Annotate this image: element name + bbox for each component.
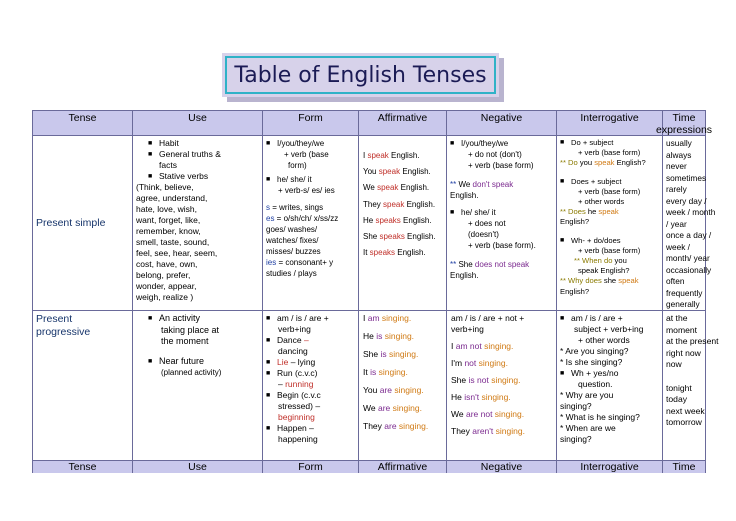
negative-example [451,341,552,358]
affirmative-example [363,367,446,385]
affirmative-example [363,331,446,349]
auxiliary: are [377,403,391,413]
form-key: beginning [278,412,315,422]
subject: I [451,341,456,351]
verb: speak [367,151,389,160]
note-marker: ** [574,256,580,266]
tenses-table [32,110,719,473]
affirmative-example [363,215,446,231]
table-footer-row [33,460,705,473]
interrogative-example: * When are we [560,423,616,433]
title-frame [225,56,496,94]
negative-example-cont: English. [450,271,479,280]
verb: singing. [392,385,424,395]
form-cell [263,311,359,460]
header-tense: Tense [33,111,133,135]
time-expression: now [666,359,682,370]
stative-line: feel, see, hear, seem, [136,248,218,258]
verb: singing. [492,409,525,419]
interrogative-example-cont: English? [560,286,590,296]
subject: We [451,409,466,419]
form-line: studies / plays [266,269,317,278]
negative-line: verb+ing [451,324,484,334]
time-expression: generally [666,299,700,309]
subject: She [363,349,381,359]
negative-line: am / is / are + not + [451,313,525,323]
affirmative-example [363,421,446,439]
table-row-present-progressive [33,311,719,461]
interrogative-example [560,276,659,286]
note-marker: ** [450,260,457,269]
time-expression: frequently [666,287,703,298]
form-line: – lying [288,357,316,367]
interrogative-line: subject + verb+ing [574,324,644,334]
form-line: I/you/they/we [277,139,325,148]
negative-line: I/you/they/we [461,139,509,148]
negative-example [451,358,552,375]
interrogative-example: * What is he singing? [560,412,640,422]
form-line: he/ she/ it [277,175,312,184]
interrogative-example-cont: speak English? [578,266,630,276]
affirmative-example [363,247,446,263]
auxiliary: is [376,331,383,341]
tense-name: progressive [36,326,91,338]
verb: singing. [476,358,508,368]
stative-line: agree, understand, [136,193,208,203]
form-marker: – [301,335,309,345]
subject: You [363,167,379,177]
use-item: General truths & [159,149,221,159]
bullet-icon: ■ [266,140,271,147]
verb: singing. [376,367,408,377]
time-expression: next week [666,405,705,416]
subject: you [579,158,595,168]
stative-line: (Think, believe, [136,182,194,192]
form-key: Lie [277,357,289,367]
subject: He [363,215,376,225]
time-expression: once a day / [666,230,712,240]
negative-line: + verb (base form). [468,241,536,250]
time-expressions-cell [663,311,719,460]
interrogative-example-cont: singing? [560,434,592,444]
verb: speak [383,199,405,209]
time-expression: tomorrow [666,417,702,428]
auxiliary: are not [465,409,493,419]
subject: She [456,260,475,269]
header-interrogative: Interrogative [557,111,663,135]
subject: she [603,276,617,286]
auxiliary: am not [455,341,482,351]
subject: I'm [451,358,465,368]
footer-interrogative: Interrogative [557,461,663,473]
time-expression: at the present [666,336,719,347]
tense-cell [33,136,133,310]
subject: you [614,256,627,266]
bullet-icon: ■ [148,173,153,180]
stative-line: wonder, appear, [136,281,197,291]
stative-line: belong, prefer, [136,270,191,280]
stative-line: want, forget, like, [136,215,201,225]
tense-name: Present simple [36,216,106,229]
affirmative-example [363,385,446,403]
header-use: Use [133,111,263,135]
interrogative-example: * Are you singing? [560,346,629,356]
use-item: An activity [159,313,201,323]
time-expression: today [666,394,688,405]
affirmative-example [363,313,446,331]
interrogative-example [560,207,659,217]
footer-negative: Negative [447,461,557,473]
auxiliary: isn't [464,392,480,402]
interrogative-line: am / is / are + [571,313,623,323]
bullet-icon: ■ [560,139,565,146]
tense-cell [33,311,133,460]
use-item-cont: facts [159,160,177,170]
stative-line: cost, have, own, [136,259,198,269]
title-banner [222,53,499,97]
bullet-icon: ■ [266,370,271,377]
negative-example [450,179,553,190]
verb: singing. [493,426,525,436]
affirmative-example [363,150,446,166]
interrogative-line: Wh + yes/no [571,368,619,378]
form-line: form) [288,161,307,170]
affirmative-example [363,231,446,247]
subject: They [363,199,384,209]
auxiliary: are [379,385,393,395]
form-line: + verb (base [284,150,329,159]
affirmative-example [363,403,446,421]
bullet-icon: ■ [266,337,271,344]
bullet-icon: ■ [148,140,153,147]
use-item-cont: the moment [161,336,209,346]
auxiliary: not [464,358,477,368]
form-key: running [285,379,314,389]
negative-example [451,409,552,426]
form-line: stressed) – [278,401,321,411]
time-expression: occasionally [666,264,712,275]
footer-affirmative: Affirmative [359,461,447,473]
footer-tense: Tense [33,461,133,473]
object: English. [400,215,432,225]
subject: We [456,180,473,189]
page-title: Table of English Tenses [234,62,487,88]
time-expression: tonight [666,382,692,393]
form-key: es [266,214,275,223]
footer-form: Form [263,461,359,473]
auxiliary: ** Does [560,207,586,217]
interrogative-cell [557,136,663,310]
auxiliary: are [384,421,397,431]
stative-line: remember, know, [136,226,201,236]
time-expression: often [666,276,685,286]
form-line: Begin (c.v.c [277,390,321,400]
time-expression: / year [666,218,687,229]
note-marker: ** [560,158,566,168]
interrogative-line: + other words [578,197,625,207]
form-line: verb+ing [278,324,311,334]
affirmative-example [363,349,446,367]
subject: I [363,151,368,160]
use-item: Stative verbs [159,171,209,181]
time-expression [666,371,702,383]
verb: speak [616,276,639,286]
form-line: + verb-s/ es/ ies [278,186,335,195]
subject: She [363,231,380,241]
verb: singing. [481,341,514,351]
object: English. [388,151,420,160]
verb: singing. [488,375,521,385]
form-line: = writes, sings [270,203,324,212]
negative-example-cont: English. [450,191,479,200]
use-item-cont: (planned activity) [161,368,222,377]
auxiliary: aren't [472,426,494,436]
form-line: am / is / are + [277,313,329,323]
negative-example [451,392,552,409]
tense-name: Present [36,313,73,325]
subject: he [585,207,599,217]
time-expressions-cell [663,136,716,310]
bullet-icon: ■ [266,359,271,366]
affirmative-cell [359,136,447,310]
auxiliary: is [370,367,377,377]
negative-example [450,259,553,270]
subject: They [451,426,473,436]
interrogative-example: * Is she singing? [560,357,623,367]
bullet-icon: ■ [266,176,271,183]
stative-line: weigh, realize ) [136,292,194,302]
use-item: Habit [159,138,179,148]
interrogative-example [560,256,659,266]
bullet-icon: ■ [266,392,271,399]
time-expression: at the [666,313,688,323]
verb: singing. [390,403,422,413]
form-line: misses/ buzzes [266,247,321,256]
bullet-icon: ■ [560,315,565,322]
negative-line: he/ she/ it [461,208,496,217]
verb: speak [377,183,399,193]
footer-time: Time [672,461,696,473]
bullet-icon: ■ [560,370,565,377]
subject: We [363,403,378,413]
negative-cell [447,311,557,460]
verb: don't speak [472,180,514,189]
negative-line: (doesn't) [468,230,499,239]
time-expression: usually [666,138,692,148]
negative-example [451,426,552,443]
object: English. [404,231,436,241]
bullet-icon: ■ [148,315,153,322]
interrogative-cell [557,311,663,460]
use-cell [133,136,263,310]
note-marker: ** [450,180,457,189]
verb: singing. [396,421,429,431]
subject: She [451,375,469,385]
use-cell [133,311,263,460]
interrogative-line: Do + subject [571,138,614,147]
interrogative-line: + other words [578,335,630,345]
subject: He [363,331,377,341]
form-line: Run (c.v.c) [277,368,318,378]
form-line: Happen – [277,423,314,433]
bullet-icon: ■ [450,140,455,147]
time-expression: sometimes [666,172,707,183]
affirmative-example [363,199,446,215]
verb: speaks [379,231,405,241]
form-line: = o/sh/ch/ x/ss/zz [274,214,339,223]
interrogative-example [560,158,659,168]
object: English. [398,183,430,193]
verb: singing. [382,331,415,341]
stative-line: smell, taste, sound, [136,237,210,247]
form-key: ies [266,258,277,267]
time-expression: week / [666,241,690,252]
use-item-cont: taking place at [161,324,220,335]
time-expression: always [666,149,692,160]
note-marker: ** [560,276,566,286]
subject: It [363,248,370,258]
interrogative-line: + verb (base form) [578,148,641,158]
header-negative: Negative [447,111,557,135]
form-line: happening [278,434,318,444]
subject: You [363,385,380,395]
object: English? [614,158,646,168]
bullet-icon: ■ [266,315,271,322]
auxiliary: Do [565,158,580,168]
interrogative-line: Does + subject [571,176,622,186]
subject: We [363,183,378,193]
interrogative-line: + verb (base form) [578,186,641,196]
subject: They [363,421,385,431]
interrogative-line: + verb (base form) [578,245,641,255]
verb: singing. [386,349,419,359]
bullet-icon: ■ [148,357,153,365]
negative-cell [447,136,557,310]
bullet-icon: ■ [266,425,271,432]
object: English. [404,199,436,209]
time-expression: rarely [666,184,687,194]
subject: It [363,367,371,377]
subject: He [451,392,465,402]
form-line: – [278,379,286,389]
form-key: s [266,203,270,212]
bullet-icon: ■ [560,236,565,244]
negative-line: + verb (base form) [468,161,534,170]
time-expression: every day / [666,195,707,206]
header-form: Form [263,111,359,135]
time-expression: month/ year [666,253,710,263]
verb: speak [378,167,401,177]
stative-line: hate, love, wish, [136,204,197,214]
table-row-present-simple [33,136,716,311]
negative-example [451,375,552,392]
header-affirmative: Affirmative [359,111,447,135]
form-line: dancing [278,346,308,356]
interrogative-example: * Why are you [560,390,614,400]
negative-line: + do not (don't) [468,150,522,159]
affirmative-example [363,182,446,198]
header-time-expressions: Time expressions [656,112,713,136]
table-header-row [33,111,713,136]
form-line: goes/ washes/ [266,225,318,234]
time-expression: week / month [666,207,716,217]
form-line: = consonant+ y [276,258,334,267]
affirmative-example [363,166,446,182]
time-expression: right now [666,347,701,358]
negative-line: + does not [468,219,506,228]
subject: I [363,313,368,323]
verb: speaks [375,215,401,225]
interrogative-example-cont: singing? [560,401,592,411]
verb: singing. [479,392,511,402]
object: English. [395,248,426,258]
interrogative-line: question. [578,379,613,389]
verb: speaks [369,248,396,258]
time-expression: moment [666,324,698,335]
affirmative-cell [359,311,447,460]
form-line: Dance [277,335,302,345]
interrogative-line: Wh- + do/does [571,235,621,245]
footer-use: Use [133,461,263,473]
form-line: watches/ fixes/ [266,236,319,245]
verb: does not speak [474,260,530,269]
auxiliary: Why does [565,276,604,286]
time-expression: never [666,161,687,171]
verb: speak [598,207,619,217]
bullet-icon: ■ [450,209,455,216]
auxiliary: am [367,313,380,323]
auxiliary: is [380,349,387,359]
verb: singing. [379,313,412,323]
use-item: Near future [159,355,205,366]
auxiliary: is not [468,375,489,385]
form-cell [263,136,359,310]
auxiliary: When do [579,256,615,266]
bullet-icon: ■ [148,151,153,158]
object: English. [400,167,431,177]
interrogative-example-cont: English? [560,217,590,227]
verb: speak [594,158,615,168]
bullet-icon: ■ [560,177,565,185]
